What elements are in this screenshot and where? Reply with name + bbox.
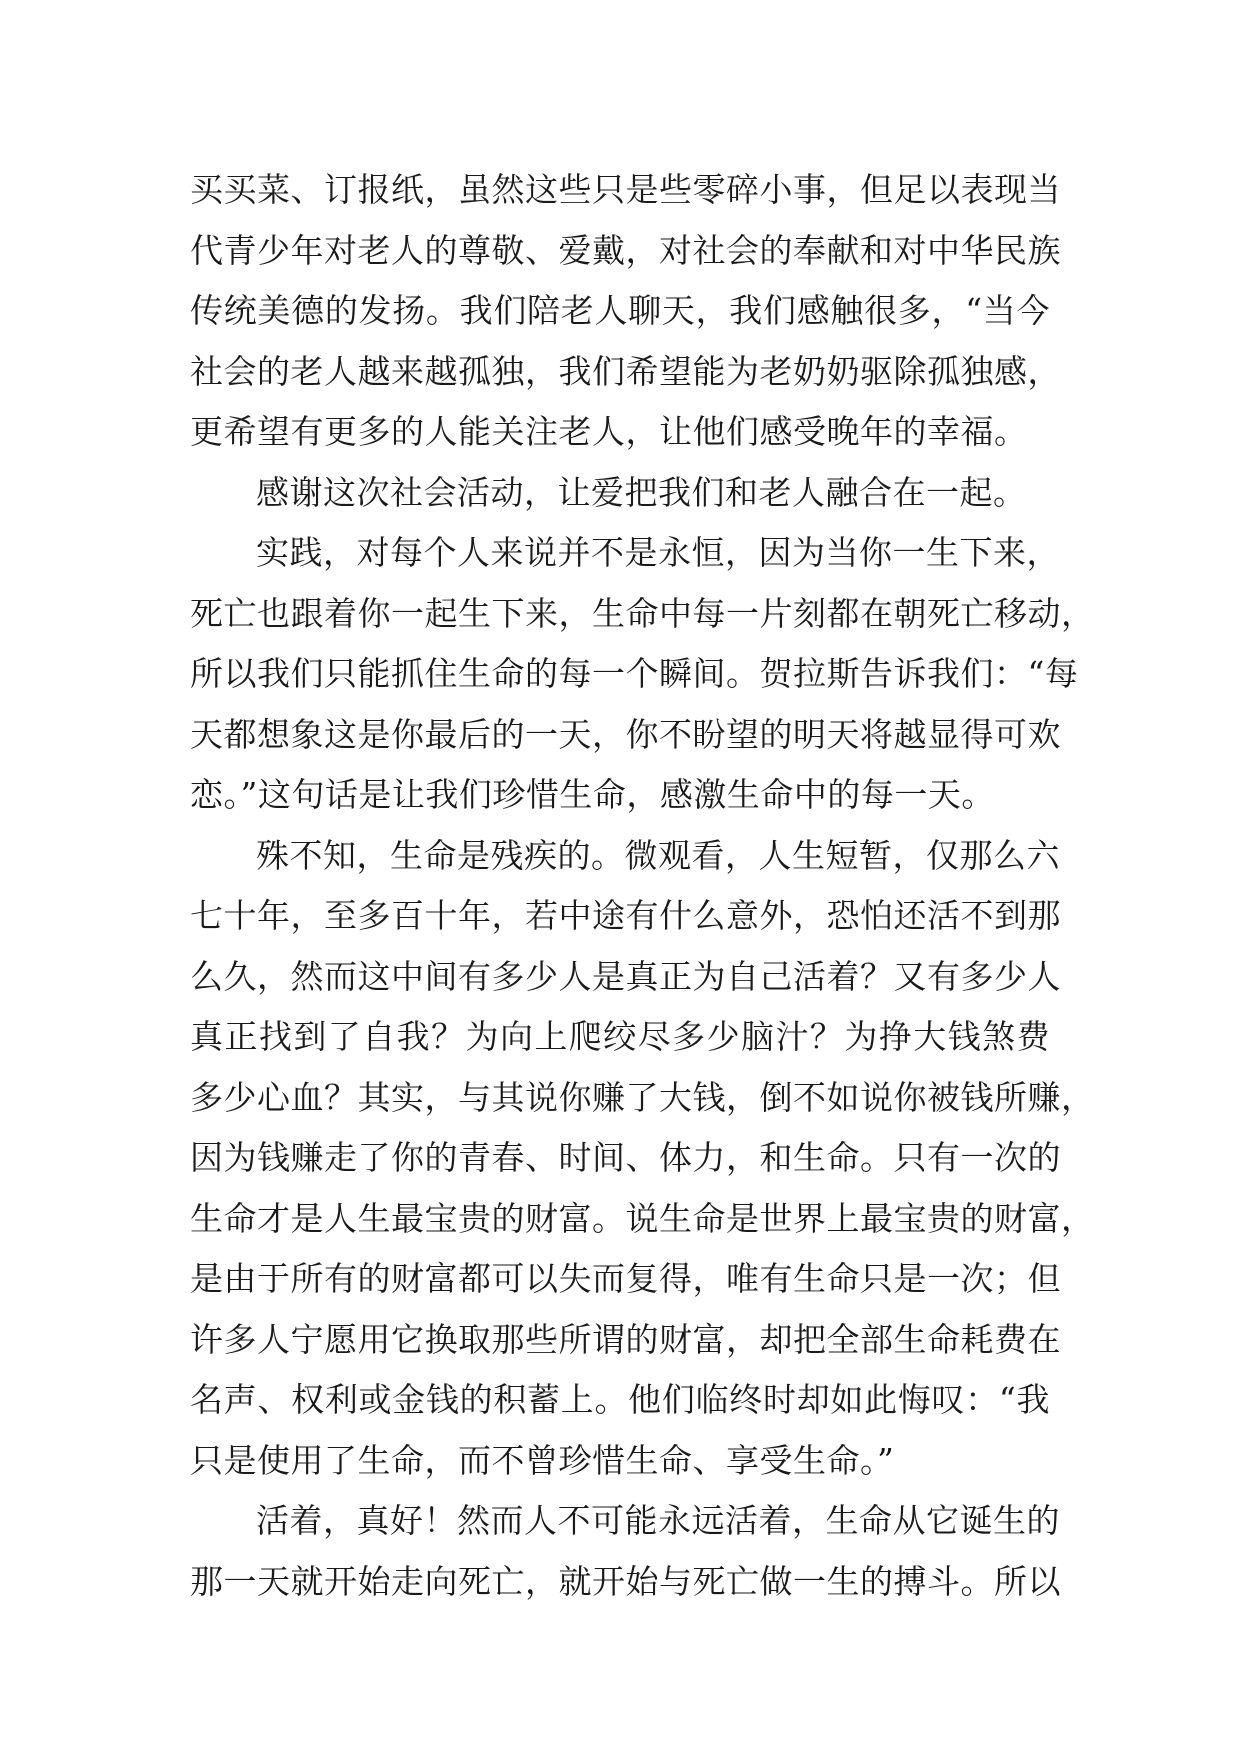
text-line: 传统美德的发扬。我们陪老人聊天，我们感触很多，“当今 bbox=[190, 291, 1050, 330]
paragraph-first-line: 殊不知，生命是残疾的。微观看，人生短暂，仅那么六 bbox=[256, 835, 1060, 875]
text-line: 死亡也跟着你一起生下来，生命中每一片刻都在朝死亡移动， bbox=[190, 593, 1095, 633]
text-line: 真正找到了自我？为向上爬绞尽多少脑汁？为挣大钱煞费 bbox=[190, 1017, 1050, 1056]
text-line: 多少心血？其实，与其说你赚了大钱，倒不如说你被钱所赚， bbox=[190, 1077, 1095, 1117]
text-line: 那一天就开始走向死亡，就开始与死亡做一生的搏斗。所以 bbox=[190, 1561, 1061, 1601]
text-line: 恋。”这句话是让我们珍惜生命，感激生命中的每一天。 bbox=[190, 775, 995, 814]
text-line: 社会的老人越来越孤独，我们希望能为老奶奶驱除孤独感， bbox=[190, 351, 1061, 391]
text-line: 天都想象这是你最后的一天，你不盼望的明天将越显得可欢 bbox=[190, 714, 1061, 754]
text-line: 更希望有更多的人能关注老人，让他们感受晚年的幸福。 bbox=[190, 412, 1028, 451]
text-line: 许多人宁愿用它换取那些所谓的财富，却把全部生命耗费在 bbox=[190, 1319, 1061, 1359]
paragraph-first-line: 实践，对每个人来说并不是永恒，因为当你一生下来， bbox=[256, 533, 1060, 572]
text-line: 只是使用了生命，而不曾珍惜生命、享受生命。” bbox=[190, 1440, 895, 1480]
text-line: 生命才是人生最宝贵的财富。说生命是世界上最宝贵的财富， bbox=[190, 1198, 1095, 1238]
text-line: 名声、权利或金钱的积蓄上。他们临终时却如此悔叹：“我 bbox=[190, 1380, 1050, 1419]
text-line: 么久，然而这中间有多少人是真正为自己活着？又有多少人 bbox=[190, 956, 1061, 996]
text-line: 买买菜、订报纸，虽然这些只是些零碎小事，但足以表现当 bbox=[190, 170, 1061, 209]
text-line: 七十年，至多百十年，若中途有什么意外，恐怕还活不到那 bbox=[190, 896, 1061, 935]
paragraph-first-line: 感谢这次社会活动，让爱把我们和老人融合在一起。 bbox=[256, 472, 1027, 512]
text-line: 所以我们只能抓住生命的每一个瞬间。贺拉斯告诉我们：“每 bbox=[190, 654, 1079, 693]
body-text bbox=[190, 160, 1095, 1612]
text-line: 因为钱赚走了你的青春、时间、体力，和生命。只有一次的 bbox=[190, 1138, 1061, 1177]
text-line: 代青少年对老人的尊敬、爱戴，对社会的奉献和对中华民族 bbox=[190, 230, 1061, 270]
text-line: 是由于所有的财富都可以失而复得，唯有生命只是一次；但 bbox=[190, 1259, 1061, 1298]
paragraph-first-line: 活着，真好！然而人不可能永远活着，生命从它诞生的 bbox=[256, 1501, 1060, 1540]
